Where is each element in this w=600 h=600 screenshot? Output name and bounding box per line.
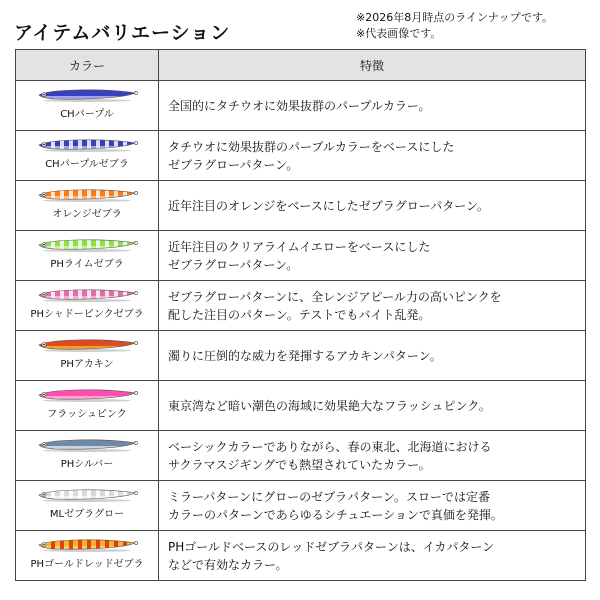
column-header-feature: 特徴 <box>159 50 586 81</box>
feature-cell <box>159 381 586 431</box>
jig-purple-zebra-icon <box>35 135 139 153</box>
jig-shadow-pink-zebra-icon <box>35 285 139 303</box>
color-name: CHパープルゼブラ <box>45 159 129 170</box>
feature-text-line: ミラーパターンにグローのゼブラパターン。スローでは定番 <box>168 489 490 504</box>
color-variation-table <box>15 49 586 581</box>
color-name: オレンジゼブラ <box>52 209 122 220</box>
feature-text-line: 全国的にタチウオに効果抜群のパープルカラー。 <box>168 98 431 113</box>
table-row <box>16 81 586 131</box>
feature-text-line: サクラマスジギングでも熱望されていたカラー。 <box>168 457 431 472</box>
color-name: PHゴールドレッドゼブラ <box>30 559 144 570</box>
color-name: PHシャドーピンクゼブラ <box>30 309 144 320</box>
feature-cell <box>159 331 586 381</box>
color-name: フラッシュピンク <box>47 409 127 420</box>
feature-cell <box>159 181 586 231</box>
jig-lime-zebra-icon <box>35 235 139 253</box>
color-cell <box>16 331 159 381</box>
color-name: PHライムゼブラ <box>50 259 124 270</box>
color-cell <box>16 231 159 281</box>
jig-gold-red-zebra-icon <box>35 535 139 553</box>
feature-cell <box>159 431 586 481</box>
color-cell <box>16 81 159 131</box>
color-cell <box>16 381 159 431</box>
jig-akakin-icon <box>35 335 139 353</box>
feature-cell <box>159 531 586 581</box>
table-row <box>16 131 586 181</box>
table-row <box>16 481 586 531</box>
table-row <box>16 381 586 431</box>
note-lineup-date: ※2026年8月時点のラインナップです。 <box>356 11 554 24</box>
color-cell <box>16 531 159 581</box>
table-row <box>16 431 586 481</box>
feature-text-line: ゼブラグローパターン。 <box>168 157 299 172</box>
color-name: MLゼブラグロー <box>49 509 125 520</box>
feature-text-line: 東京湾など暗い潮色の海域に効果絶大なフラッシュピンク。 <box>168 398 491 413</box>
table-body <box>16 81 586 581</box>
jig-ml-zebra-glow-icon <box>35 485 139 503</box>
feature-text-line: ゼブラグローパターンに、全レンジアピール力の高いピンクを <box>168 289 502 304</box>
feature-text-line: PHゴールドベースのレッドゼブラパターンは、イカパターン <box>168 539 495 554</box>
feature-text-line: 濁りに圧倒的な威力を発揮するアカキンパターン。 <box>168 348 442 363</box>
feature-text-line: ベーシックカラーでありながら、春の東北、北海道における <box>168 439 492 454</box>
jig-flash-pink-icon <box>35 385 139 403</box>
table-row <box>16 231 586 281</box>
header-notes <box>356 10 553 42</box>
table-row <box>16 331 586 381</box>
feature-cell <box>159 81 586 131</box>
color-cell <box>16 281 159 331</box>
table-header-row <box>16 50 586 81</box>
feature-text-line: カラーのパターンであらゆるシチュエーションで真価を発揮。 <box>168 507 503 522</box>
jig-orange-zebra-icon <box>35 185 139 203</box>
feature-cell <box>159 481 586 531</box>
feature-text-line: タチウオに効果抜群のパープルカラーをベースにした <box>168 139 455 154</box>
color-name: CHパープル <box>60 109 114 120</box>
color-cell <box>16 131 159 181</box>
table-row <box>16 531 586 581</box>
feature-text-line: 近年注目のオレンジをベースにしたゼブラグローパターン。 <box>168 198 490 213</box>
color-cell <box>16 481 159 531</box>
feature-text-line: 近年注目のクリアライムイエローをベースにした <box>168 239 431 254</box>
color-cell <box>16 181 159 231</box>
note-representative-image: ※代表画像です。 <box>356 27 442 40</box>
feature-text-line: ゼブラグローパターン。 <box>168 257 299 272</box>
table-row <box>16 281 586 331</box>
page-title: アイテムバリエーション <box>14 22 231 44</box>
color-name: PHアカキン <box>60 359 114 370</box>
jig-purple-icon <box>35 85 139 103</box>
feature-text-line: などで有効なカラー。 <box>168 557 288 572</box>
feature-cell <box>159 281 586 331</box>
column-header-color: カラー <box>16 50 159 81</box>
table-row <box>16 181 586 231</box>
feature-cell <box>159 231 586 281</box>
jig-silver-icon <box>35 435 139 453</box>
feature-cell <box>159 131 586 181</box>
color-cell <box>16 431 159 481</box>
feature-text-line: 配した注目のパターン。テストでもバイト乱発。 <box>168 307 431 322</box>
color-name: PHシルバー <box>60 459 114 470</box>
